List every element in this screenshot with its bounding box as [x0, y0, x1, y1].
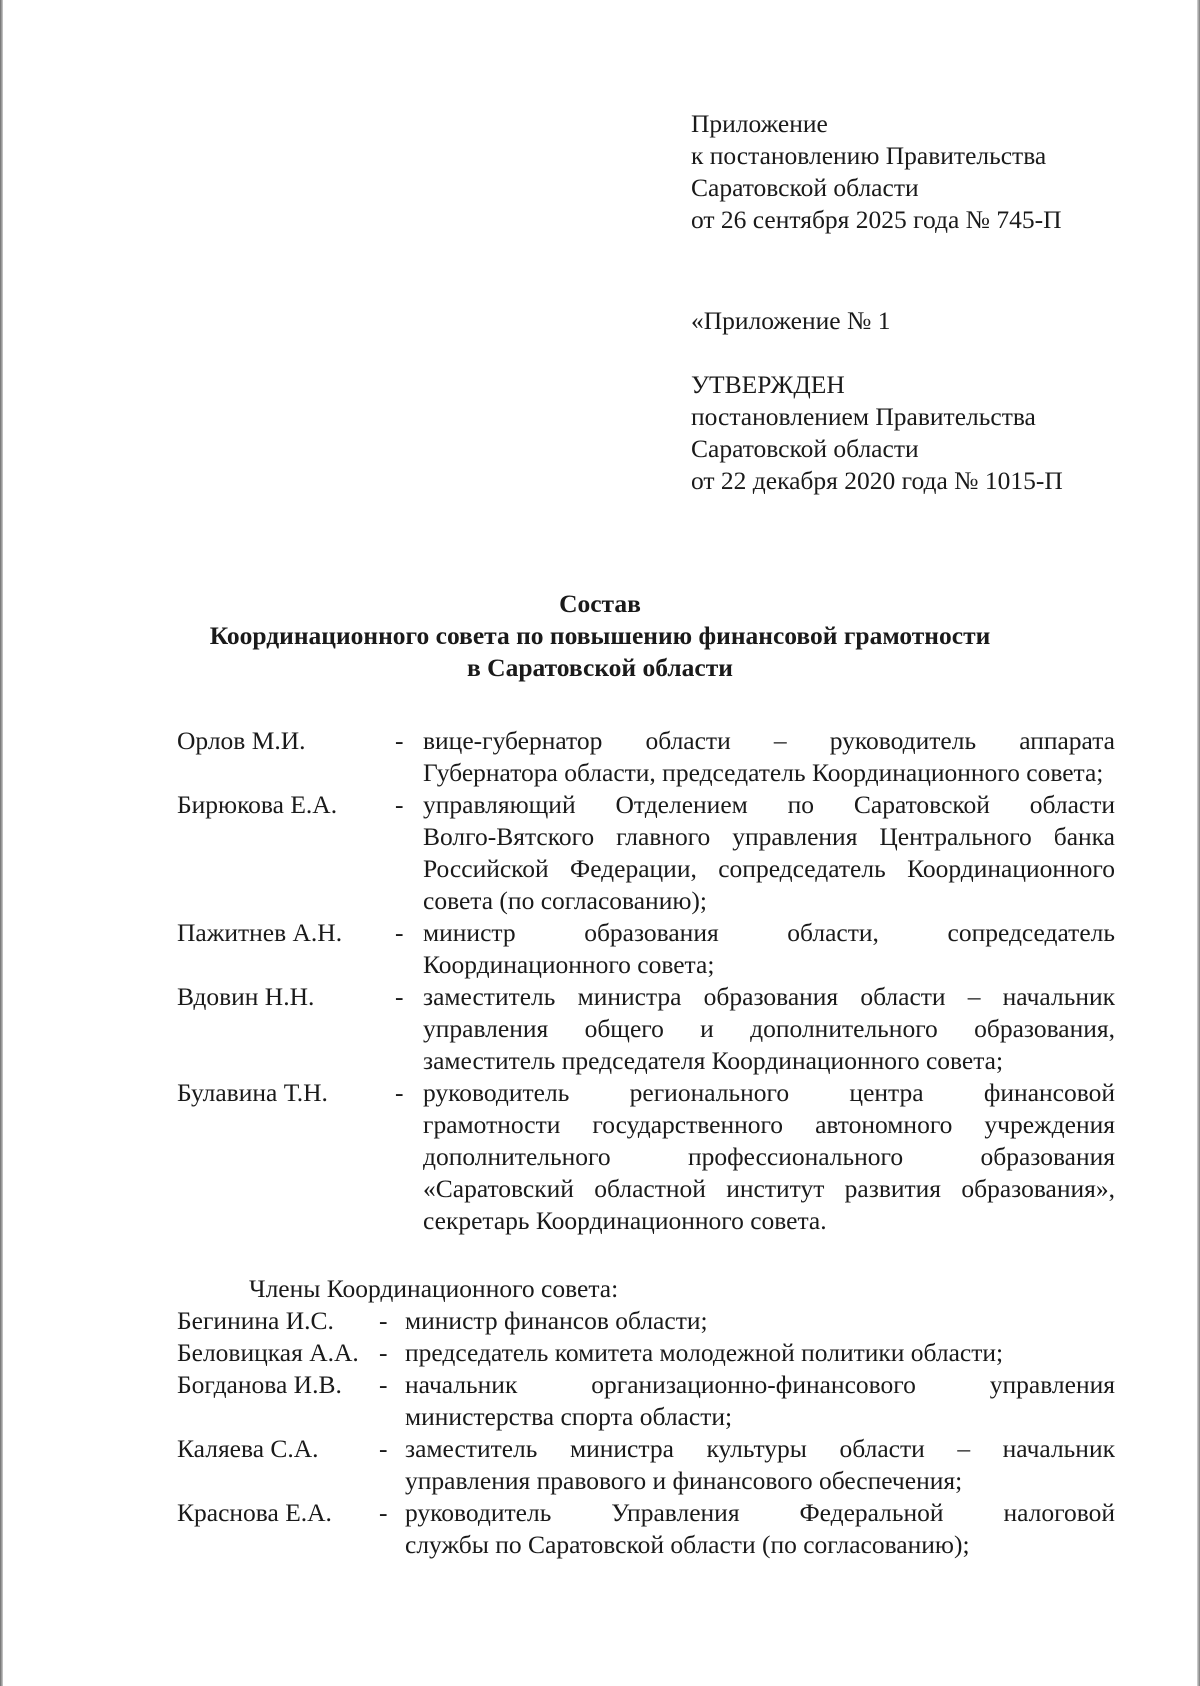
- member-position: [423, 917, 1115, 981]
- member-row: [177, 1305, 1115, 1337]
- position-line: министр образования области, сопредседатель: [423, 918, 1115, 947]
- member-row: [177, 1497, 1115, 1561]
- position-line: председатель комитета молодежной политики области;: [405, 1338, 1004, 1367]
- position-line: вице-губернатор области – руководитель аппарата: [423, 726, 1115, 755]
- position-line: управляющий Отделением по Саратовской области: [423, 790, 1115, 819]
- position-line: дополнительного профессионального образования: [423, 1142, 1115, 1171]
- approved-line: Саратовской области: [691, 434, 919, 463]
- position-line: грамотности государственного автономного учреждения: [423, 1110, 1115, 1139]
- member-row: [177, 1337, 1115, 1369]
- member-row: [177, 725, 1115, 789]
- title-line: Координационного совета по повышению финансовой грамотности: [209, 621, 991, 650]
- member-dash: -: [395, 790, 404, 819]
- member-position: [405, 1305, 1115, 1337]
- member-name: Пажитнев А.Н.: [177, 918, 343, 947]
- position-line: Координационного совета;: [423, 950, 715, 979]
- member-dash: -: [379, 1370, 388, 1399]
- member-name: Богданова И.В.: [177, 1370, 342, 1399]
- position-line: секретарь Координационного совета.: [423, 1206, 827, 1235]
- position-line: совета (по согласованию);: [423, 886, 707, 915]
- member-row: [177, 917, 1115, 981]
- member-position: [405, 1337, 1115, 1369]
- position-line: начальник организационно-финансового управления: [405, 1370, 1115, 1399]
- member-row: [177, 789, 1115, 917]
- position-line: «Саратовский областной институт развития образования»,: [423, 1174, 1115, 1203]
- member-name: Каляева С.А.: [177, 1434, 319, 1463]
- members-list: [177, 1305, 1115, 1561]
- member-position: [423, 725, 1115, 789]
- position-line: управления общего и дополнительного образования,: [423, 1014, 1115, 1043]
- member-dash: -: [379, 1434, 388, 1463]
- member-name: Бегинина И.С.: [177, 1306, 334, 1335]
- inner-appendix: [691, 305, 1171, 337]
- member-dash: -: [395, 918, 404, 947]
- appendix-line: Саратовской области: [691, 173, 919, 202]
- title-line: в Саратовской области: [467, 653, 733, 682]
- appendix-line: Приложение: [691, 109, 828, 138]
- approved-line: от 22 декабря 2020 года № 1015-П: [691, 466, 1063, 495]
- approved-block: [691, 369, 1171, 497]
- appendix-line: к постановлению Правительства: [691, 141, 1047, 170]
- position-line: министр финансов области;: [405, 1306, 708, 1335]
- inner-appendix-label: «Приложение № 1: [691, 306, 891, 335]
- position-line: Губернатора области, председатель Координационного совета;: [423, 758, 1104, 787]
- member-name: Бирюкова Е.А.: [177, 790, 338, 819]
- member-dash: -: [379, 1306, 388, 1335]
- member-position: [423, 789, 1115, 917]
- position-line: заместитель министра культуры области – начальник: [405, 1434, 1115, 1463]
- member-dash: -: [395, 982, 404, 1011]
- member-row: [177, 1077, 1115, 1237]
- position-line: управления правового и финансового обеспечения;: [405, 1466, 963, 1495]
- document-title: [150, 588, 1050, 684]
- scan-edge-left: [0, 0, 3, 1686]
- member-row: [177, 1369, 1115, 1433]
- position-line: руководитель регионального центра финансовой: [423, 1078, 1115, 1107]
- title-line: Состав: [559, 589, 641, 618]
- position-line: руководитель Управления Федеральной налоговой: [405, 1498, 1115, 1527]
- member-dash: -: [395, 726, 404, 755]
- member-name: Орлов М.И.: [177, 726, 306, 755]
- position-line: заместитель министра образования области – начальник: [423, 982, 1115, 1011]
- member-position: [405, 1433, 1115, 1497]
- approved-line: УТВЕРЖДЕН: [691, 370, 845, 399]
- member-position: [405, 1369, 1115, 1433]
- member-name: Булавина Т.Н.: [177, 1078, 328, 1107]
- position-line: Российской Федерации, сопредседатель Координационного: [423, 854, 1115, 883]
- member-name: Вдовин Н.Н.: [177, 982, 315, 1011]
- member-position: [423, 981, 1115, 1077]
- position-line: заместитель председателя Координационного совета;: [423, 1046, 1004, 1075]
- member-row: [177, 1433, 1115, 1497]
- member-dash: -: [379, 1498, 388, 1527]
- appendix-line: от 26 сентября 2025 года № 745-П: [691, 205, 1062, 234]
- leadership-list: [177, 725, 1115, 1237]
- position-line: службы по Саратовской области (по согласованию);: [405, 1530, 970, 1559]
- position-line: министерства спорта области;: [405, 1402, 733, 1431]
- member-row: [177, 981, 1115, 1077]
- member-dash: -: [379, 1338, 388, 1367]
- member-position: [423, 1077, 1115, 1237]
- approved-line: постановлением Правительства: [691, 402, 1036, 431]
- position-line: Волго-Вятского главного управления Центрального банка: [423, 822, 1115, 851]
- member-name: Беловицкая А.А.: [177, 1338, 359, 1367]
- appendix-header: [691, 108, 1171, 236]
- member-position: [405, 1497, 1115, 1561]
- members-heading: Члены Координационного совета:: [249, 1274, 619, 1303]
- member-name: Краснова Е.А.: [177, 1498, 332, 1527]
- member-dash: -: [395, 1078, 404, 1107]
